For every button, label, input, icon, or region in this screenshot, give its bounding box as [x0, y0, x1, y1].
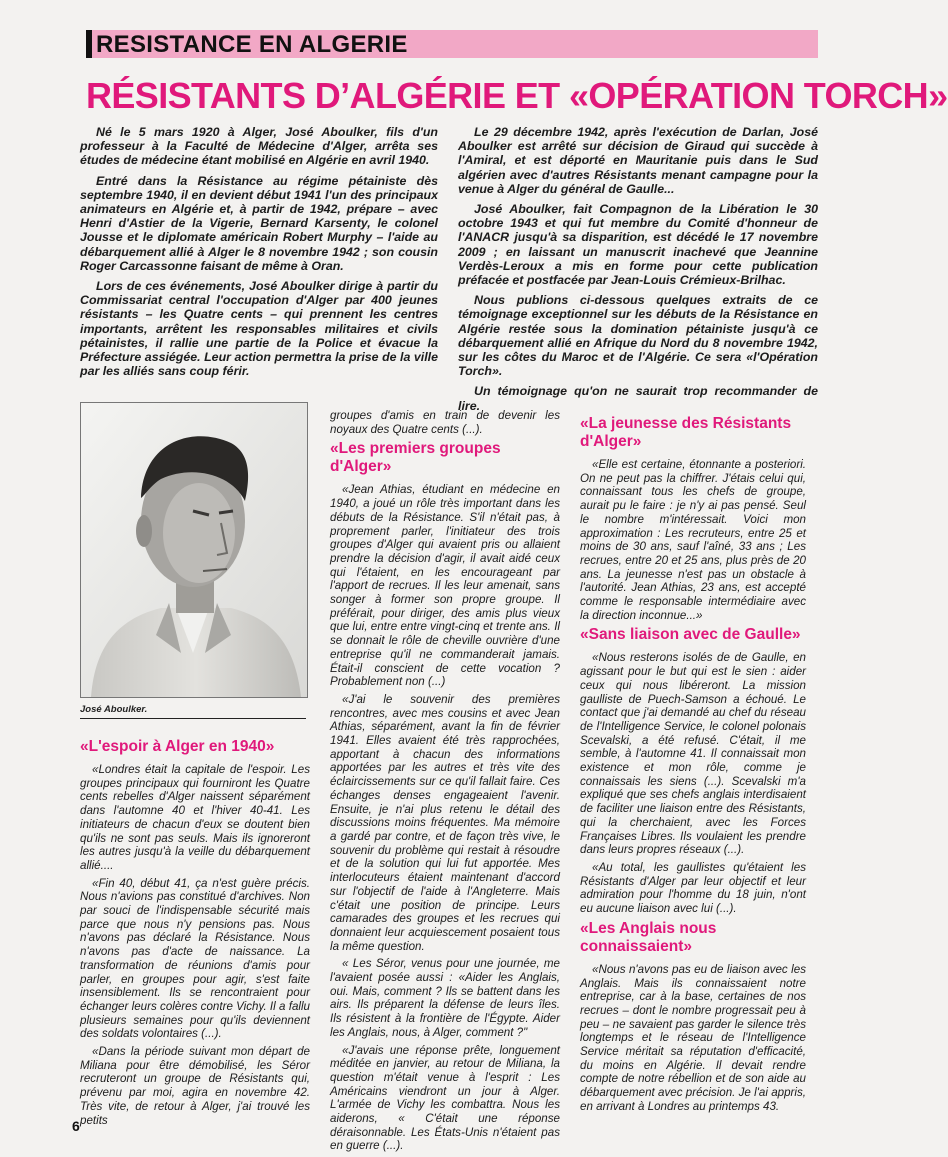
intro-paragraph: José Aboulker, fait Compagnon de la Libération le 30 octobre 1943 et qui fut membre du Comité d'honneur de l'ANACR jusqu'à sa disparition, est décédé le 17 novembre 2009 ; en laissant un manuscrit inachevé que Jeannine Verdès-Leroux a mis en forme pour cette publication préfacée et postfacée par Jean-Louis Crémieux-Brilhac.: [458, 202, 818, 288]
body-paragraph: «Nous n'avons pas eu de liaison avec les Anglais. Mais ils connaissaient notre entreprise, car à la base, certaines de nos recrues – dont le nombre progressait peu à peu – ne savaient pas garder le silence très longtemps et le réseau de l'Intelligence Service méritait sa réputation d'efficacité, du moins en Algérie. Il devait rendre compte de notre rébellion et de son aide au débarquement avec précision. Je l'ai appris, en arrivant à Londres au printemps 43.: [580, 962, 806, 1113]
body-paragraph: «Dans la période suivant mon départ de Miliana pour être démobilisé, les Séror recruteront un groupe de Résistants qui, prévenu par moi, agira en novembre 42. Très vite, de retour à Alger, j'ai trouvé les petits: [80, 1045, 310, 1127]
intro-paragraph: Le 29 décembre 1942, après l'exécution de Darlan, José Aboulker est arrêté sur décision de Giraud qui succède à l'Amiral, et est déporté en Mauritanie puis dans le Sud algérien avec d'autres Résistants menant campagne pour la venue à Alger du général de Gaulle...: [458, 125, 818, 196]
body-paragraph: «Au total, les gaullistes qu'étaient les Résistants d'Alger par leur objectif et leur admiration pour l'homme du 18 juin, n'ont eu aucune liaison avec lui (...).: [580, 860, 806, 916]
article-title: RÉSISTANTS D’ALGÉRIE ET «OPÉRATION TORCH»: [86, 75, 948, 116]
section-label: RESISTANCE EN ALGERIE: [96, 31, 408, 58]
body-column-2: [330, 409, 560, 1157]
subheading: «La jeunesse des Résistants d'Alger»: [580, 415, 792, 450]
body-paragraph: «Fin 40, début 41, ça n'est guère précis. Nous n'avions pas constitué d'archives. Non par souci de l'indispensable sécurité mais parce que nous n'y pensions pas. Nous n'avons pas déclaré la Résistance. Nous n'avons pas d'acte de naissance. La transformation de réunions d'amis pour parler, en groupes pour agir, s'est faite insensiblement. Ils se rencontraient pour échanger leurs colères contre Vichy. Il a fallu plusieurs semaines pour qu'ils deviennent des soldats volontaires (...).: [80, 876, 310, 1041]
body-paragraph: «Nous resterons isolés de de Gaulle, en agissant pour le but qui est le sien : aider ceux qui nous libéreront. La mission gaulliste de Puech-Samson a échoué. Le contact que j'ai demandé au chef du réseau de l'Intelligence Service, le colonel polonais Scevalski, a été refusé. C'était, il me semble, à l'automne 41. Il connaissait mon existence et mon rôle, comme je connaissais les siens (...). Scevalski m'a expliqué que ses chefs anglais interdisaient de faciliter une liaison entre des Résistants, qui la cherchaient, avec les Forces Françaises Libres. Ils voulaient les prendre dans leurs propres réseaux (...).: [580, 651, 806, 857]
subheading: «Les Anglais nous connaissaient»: [580, 919, 717, 955]
page-number: 6: [72, 1118, 80, 1134]
body-paragraph: «J'ai le souvenir des premières rencontres, avec mes cousins et avec Jean Athias, séparément, avant la fin de février 1941. Elles avaient été très rapprochées, apportant à chacun des informations apportées par les autres et très vite des éclaircissements sur ce qu'il fallait faire. Ces échanges denses engageaient l'avenir. Ensuite, je n'ai plus retenu le détail des discussions moins fréquentes. Ma mémoire a gardé par contre, et de façon très vive, le souvenir du problème qui restait à résoudre et de la solution qui lui fut apportée. Mes interlocuteurs étaient maintenant d'accord sur l'objectif de l'aide à l'Angleterre. Mais c'était une position de principe. Leurs camarades des groupes et les recrues qui donnaient leur acquiescement posaient tous la même question.: [330, 692, 560, 953]
intro-paragraph: Nous publions ci-dessous quelques extraits de ce témoignage exceptionnel sur les débuts de la Résistance en Algérie restée sous la domination pétainiste jusqu'à ce débarquement allié en Afrique du Nord du 8 novembre 1942, sur les côtes du Maroc et de l'Algérie. Ce sera «l'Opération Torch».: [458, 293, 818, 379]
intro-left-column: [80, 125, 438, 384]
body-column-1: [80, 734, 310, 1131]
body-paragraph: «Jean Athias, étudiant en médecine en 1940, a joué un rôle très important dans les débuts de la Résistance. S'il n'était pas, à proprement parler, l'initiateur des trois groupes d'Alger qui avaient pris ou allaient prendre la décision d'agir, il avait aidé ceux qui l'étaient, en les encourageant par l'apport de recrues. Il les leur amenait, sans songer à former son propre groupe. Il préférait, pour diriger, des amis plus vieux que lui, entre entre vingt-cinq et trente ans. Il se donnait le rôle de cheville ouvrière d'une entreprise qu'il ne commanderait jamais. Était-il conscient de cette vocation ? Probablement non (...): [330, 483, 560, 689]
intro-paragraph: Lors de ces événements, José Aboulker dirige à partir du Commissariat central l'occupation d'Alger par 400 jeunes résistants – les Quatre cents – qui prennent les centres importants, arrêtent les responsables militaires et civils pétainistes, il rallie une partie de la Police et évacue la Préfecture assiégée. Leur action permettra la prise de la ville par les alliés sans coup férir.: [80, 279, 438, 379]
body-paragraph: groupes d'amis en train de devenir les noyaux des Quatre cents (...).: [330, 409, 560, 436]
intro-paragraph: Né le 5 mars 1920 à Alger, José Aboulker, fils d'un professeur à la Faculté de Médecine d'Alger, arrêta ses études de médecine étant mobilisé en Algérie en avril 1940.: [80, 125, 438, 168]
body-paragraph: «Londres était la capitale de l'espoir. Les groupes principaux qui fourniront les Quatre cents rebelles d'Alger naissent séparément dans l'automne 40 et l'hiver 40-41. Les initiateurs de chacun d'eux se doutent bien qu'ils ne sont pas seuls. Mais ils ignoreront les autres jusqu'à la veille du débarquement allié....: [80, 763, 310, 872]
photo-caption: José Aboulker.: [80, 704, 306, 719]
subheading: «Les premiers groupes d'Alger»: [330, 440, 501, 476]
intro-paragraph: Un témoignage qu'on ne saurait trop recommander de lire.: [458, 384, 818, 413]
intro-right-column: [458, 125, 818, 419]
body-paragraph: «J'avais une réponse prête, longuement méditée en janvier, au retour de Miliana, la question m'était venue à l'esprit : Les Américains viendront un jour à Alger. L'armée de Vichy les combattra. Nous les aiderons, « C'était une réponse déraisonnable. Les États-Unis n'étaient pas en guerre (...).: [330, 1043, 560, 1153]
portrait-photo: [80, 402, 308, 698]
body-column-3: [580, 411, 806, 1118]
body-paragraph: « Les Séror, venus pour une journée, me l'avaient posée aussi : «Aider les Anglais, oui. Mais, comment ? Ils se battent dans les airs. Ils préparent la défense de leurs îles. Ils résistent à la frontière de l'Égypte. Aider les Anglais, nous, à Alger, comment ?": [330, 957, 560, 1039]
section-header-band: [86, 30, 818, 58]
subheading: «Sans liaison avec de Gaulle»: [580, 626, 801, 644]
subheading: «L'espoir à Alger en 1940»: [80, 738, 275, 755]
portrait-illustration: [81, 403, 307, 697]
intro-paragraph: Entré dans la Résistance au régime pétainiste dès septembre 1940, il en devient début 1941 l'un des principaux animateurs en Algérie et, à partir de 1942, prépare – avec Henri d'Astier de la Vigerie, Bernard Karsenty, le colonel Jousse et le diplomate américain Robert Murphy – l'aide au débarquement allié à Alger le 8 novembre 1942 ; son cousin Roger Carcassonne faisant de même à Oran.: [80, 173, 438, 273]
body-paragraph: «Elle est certaine, étonnante a posteriori. On ne peut pas la chiffrer. J'étais celui qui, connaissant tous les chefs de groupe, aurait pu le faire : je n'y ai pas pensé. Seul le nombre m'intéressait. Voici mon approximation : Les recruteurs, entre 25 et moins de 30 ans, sauf l'aîné, 33 ans ; Les recrues, entre 20 et 25 ans, plus près de 20 ans. La jeunesse n'est pas un obstacle à l'autorité. Jean Athias, 23 ans, est accepté comme le responsable intermédiaire avec la direction inconnue...»: [580, 458, 806, 622]
